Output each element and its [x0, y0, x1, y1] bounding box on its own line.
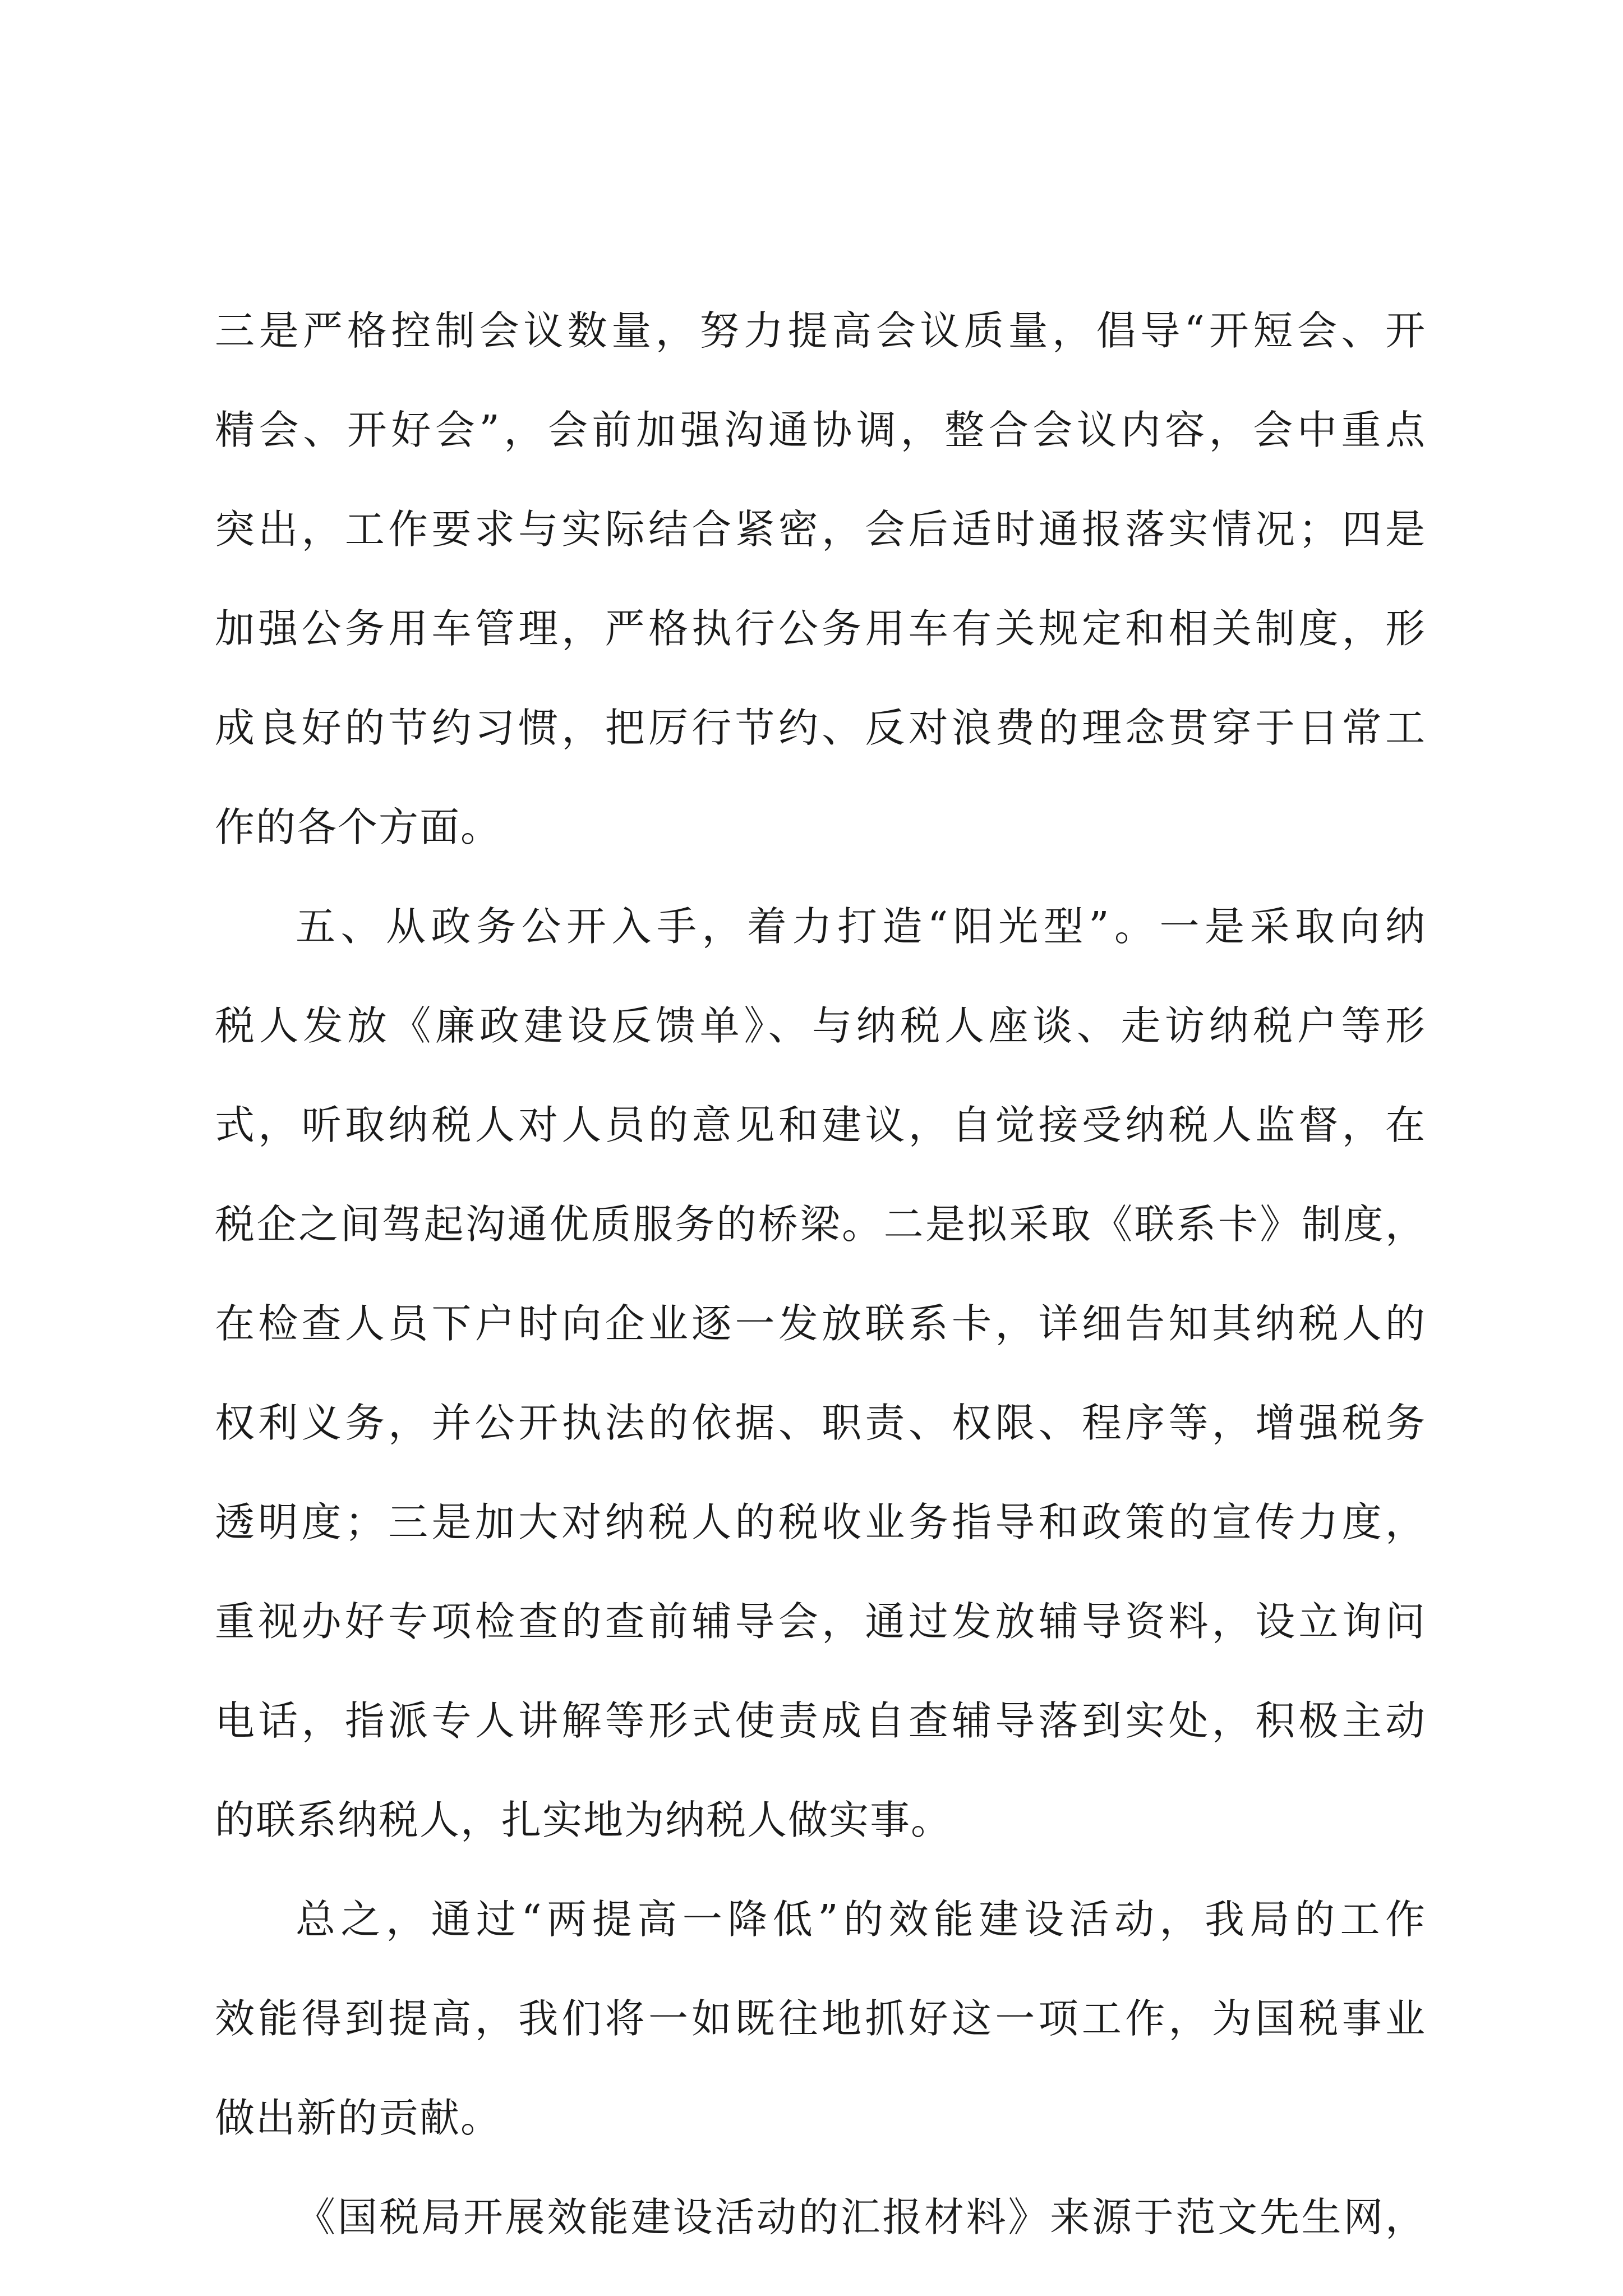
text-line: 做出新的贡献。	[215, 2095, 502, 2141]
text-line: 作的各个方面。	[215, 804, 502, 850]
text-line: 权利义务，并公开执法的依据、职责、权限、程序等，增强税务	[215, 1400, 1426, 1446]
text-line: 税人发放《廉政建设反馈单》、与纳税人座谈、走访纳税户等形	[215, 1002, 1426, 1049]
text-line: 成良好的节约习惯，把厉行节约、反对浪费的理念贯穿于日常工	[215, 705, 1426, 751]
text-line: 效能得到提高，我们将一如既往地抓好这一项工作，为国税事业	[215, 1995, 1426, 2042]
text-line: 在检查人员下户时向企业逐一发放联系卡，详细告知其纳税人的	[215, 1300, 1426, 1347]
source-note-line: 《国税局开展效能建设活动的汇报材料》来源于范文先生网，	[296, 2194, 1426, 2240]
text-line: 透明度；三是加大对纳税人的税收业务指导和政策的宣传力度，	[215, 1499, 1426, 1545]
text-line: 精会、开好会”，会前加强沟通协调，整合会议内容，会中重点	[215, 407, 1426, 453]
text-line: 税企之间驾起沟通优质服务的桥梁。二是拟采取《联系卡》制度，	[215, 1201, 1426, 1248]
text-line: 电话，指派专人讲解等形式使责成自查辅导落到实处，积极主动	[215, 1697, 1426, 1744]
text-line: 加强公务用车管理，严格执行公务用车有关规定和相关制度，形	[215, 605, 1426, 652]
paragraph-first-line: 五、从政务公开入手，着力打造“阳光型”。一是采取向纳	[296, 903, 1426, 950]
text-line: 式，听取纳税人对人员的意见和建议，自觉接受纳税人监督，在	[215, 1102, 1426, 1148]
text-line: 重视办好专项检查的查前辅导会，通过发放辅导资料，设立询问	[215, 1598, 1426, 1645]
paragraph-first-line: 总之，通过“两提高一降低”的效能建设活动，我局的工作	[296, 1896, 1426, 1943]
text-line: 的联系纳税人，扎实地为纳税人做实事。	[215, 1797, 952, 1843]
text-line: 三是严格控制会议数量，努力提高会议质量，倡导“开短会、开	[215, 307, 1426, 354]
text-line: 突出，工作要求与实际结合紧密，会后适时通报落实情况；四是	[215, 506, 1426, 553]
